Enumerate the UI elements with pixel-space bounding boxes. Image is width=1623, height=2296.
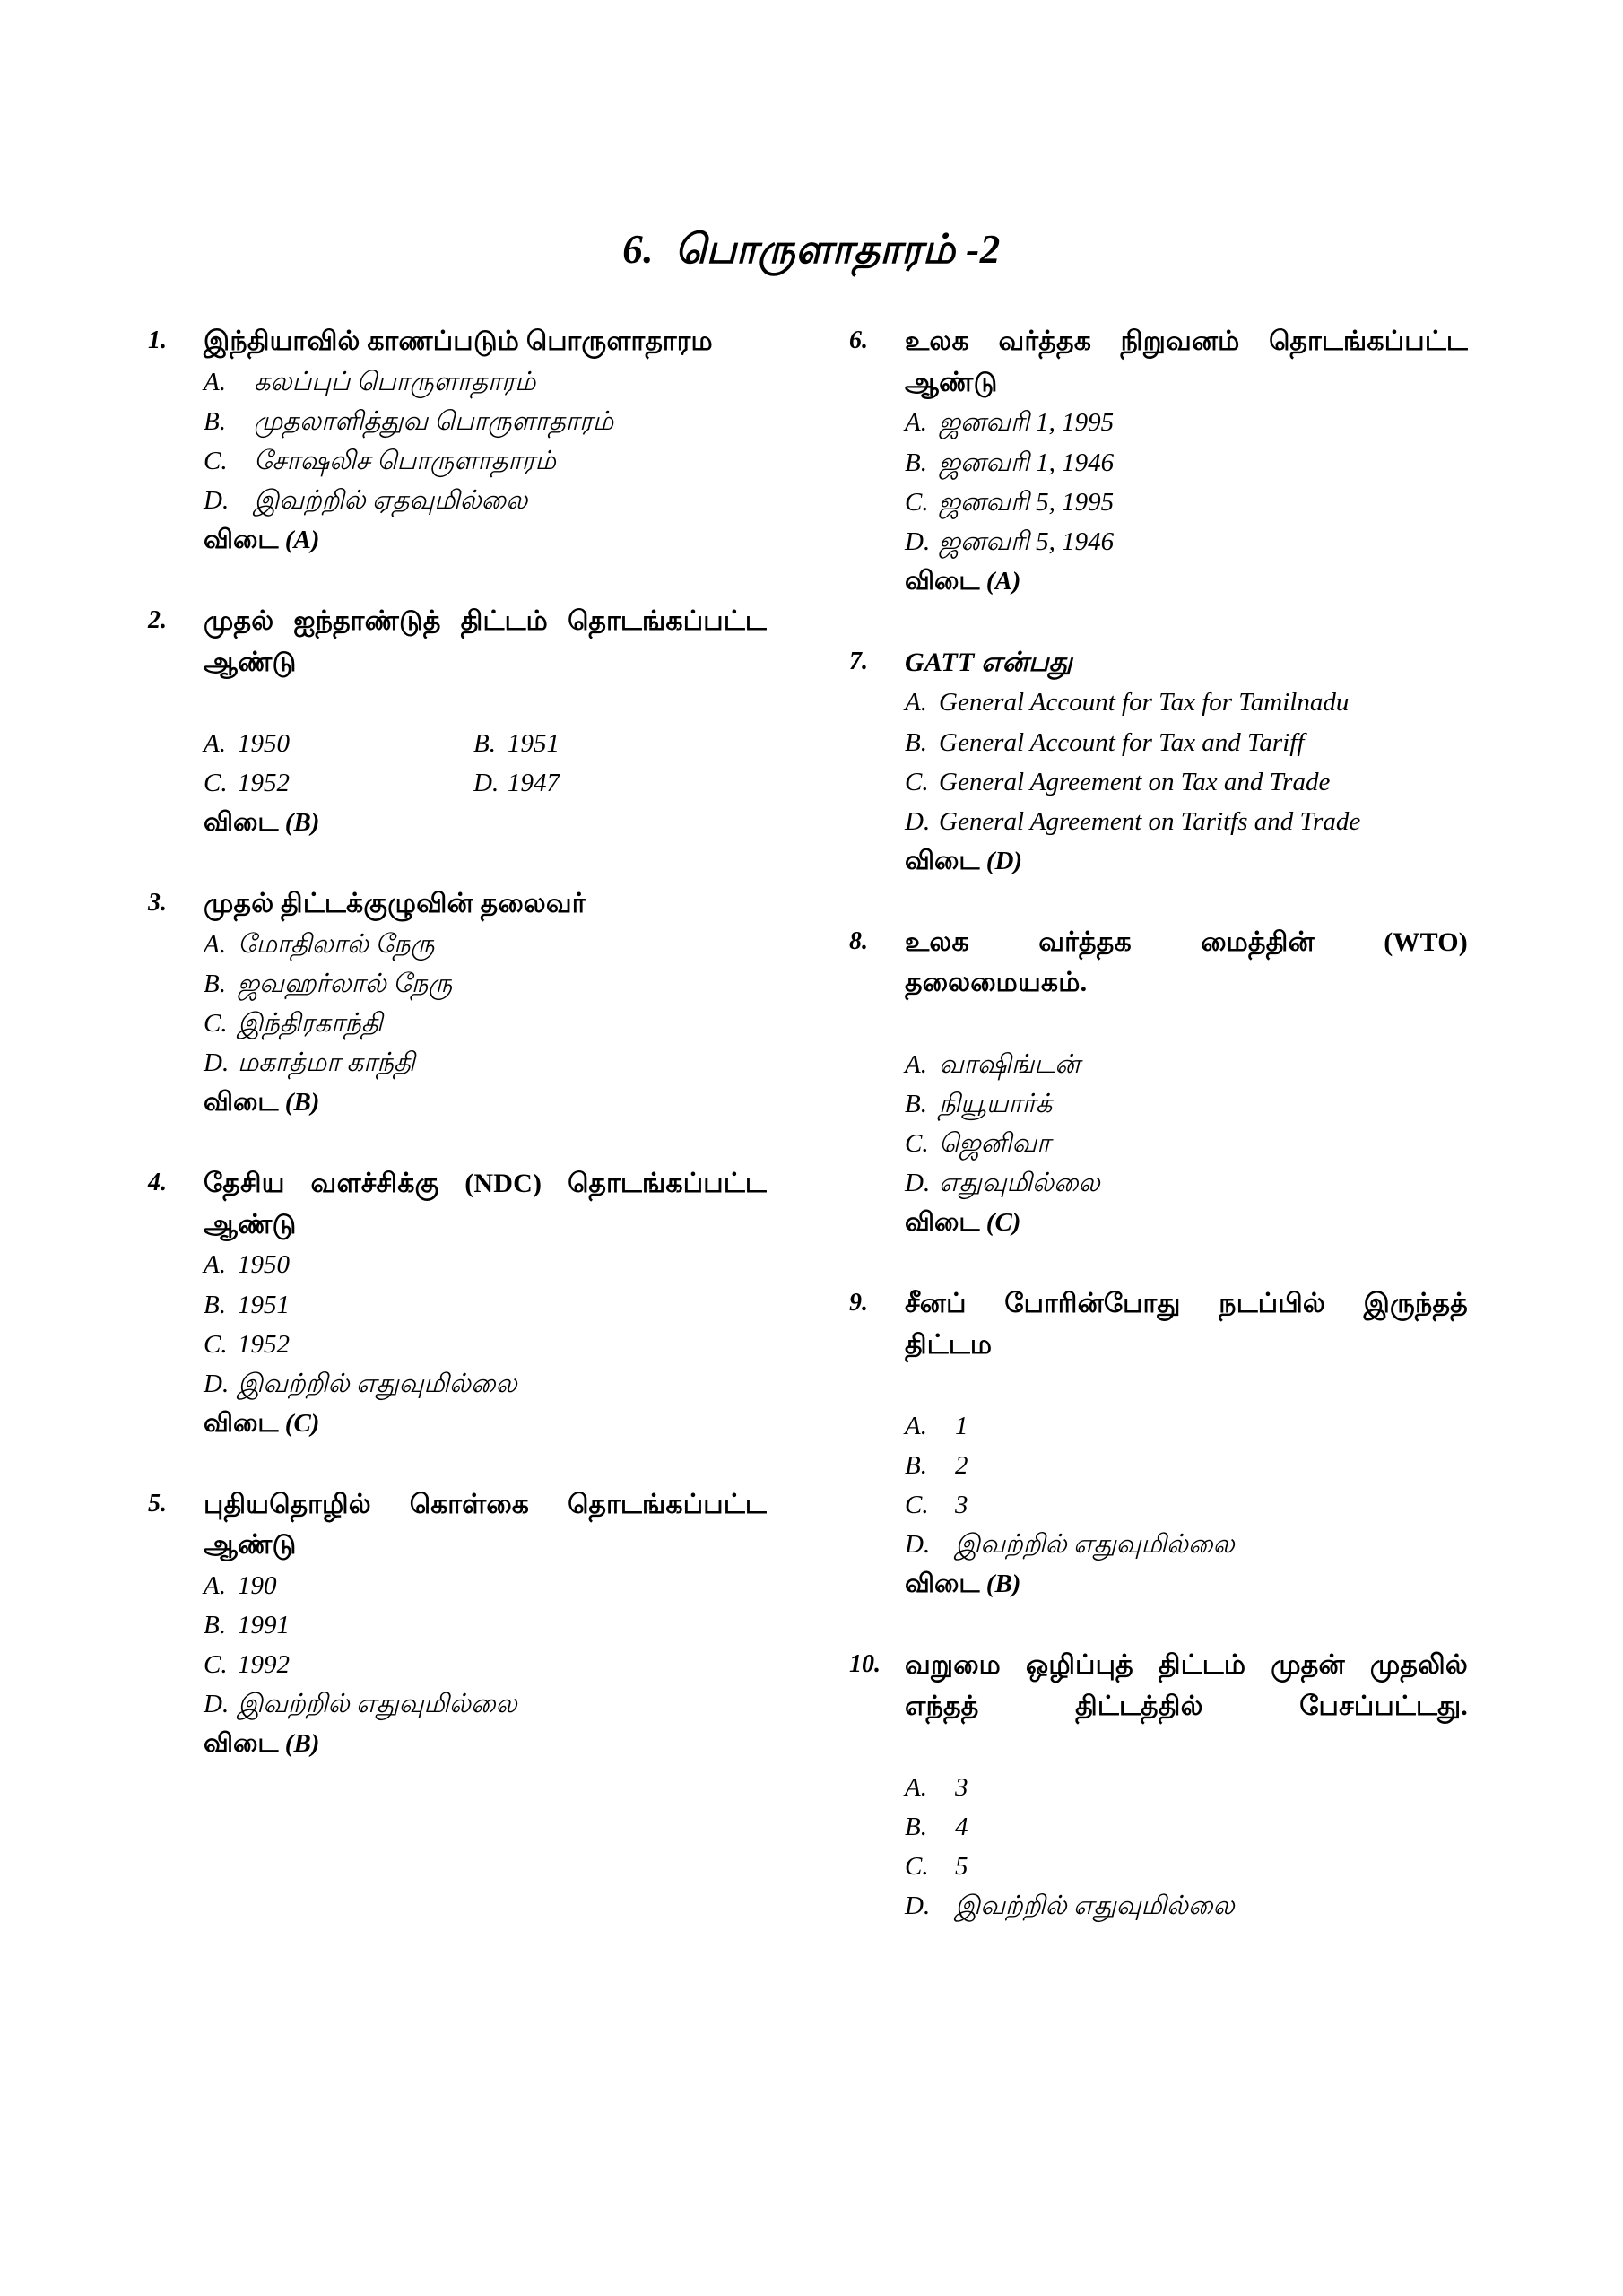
- answer-label: விடை: [204, 526, 285, 555]
- option-item[interactable]: [148, 1285, 767, 1325]
- option-text: General Agreement on Taritfs and Trade: [939, 806, 1361, 836]
- option-text: 1952: [238, 769, 290, 798]
- option-list: [849, 1045, 1468, 1203]
- option-text: 1991: [238, 1611, 290, 1640]
- option-label: A.: [204, 367, 226, 396]
- option-text: வாஷிங்டன்: [939, 1049, 1081, 1079]
- option-text: General Account for Tax for Tamilnadu: [939, 688, 1350, 718]
- option-label: B.: [204, 406, 226, 436]
- option-item[interactable]: [148, 1566, 767, 1605]
- question-header: [849, 922, 1468, 1045]
- option-label: B.: [905, 1813, 927, 1842]
- option-text: 1951: [238, 1290, 290, 1319]
- option-label: C.: [905, 1490, 929, 1519]
- option-text: இவற்றில் எதுவுமில்லை: [238, 1690, 517, 1719]
- option-list: [849, 403, 1468, 561]
- answer-key: (D): [985, 846, 1023, 875]
- question-block: [148, 1163, 767, 1443]
- question-number: 3.: [148, 889, 167, 918]
- question-number: 8.: [849, 926, 868, 955]
- option-item[interactable]: [849, 1163, 1468, 1203]
- question-block: [148, 1484, 767, 1764]
- option-item[interactable]: [849, 1406, 1468, 1446]
- option-item[interactable]: [148, 1605, 767, 1645]
- answer-key: (C): [985, 1207, 1021, 1237]
- option-item[interactable]: [849, 1045, 1468, 1084]
- answer-line: [849, 841, 1468, 881]
- option-label: A.: [905, 408, 927, 438]
- answer-label: விடை: [204, 1729, 285, 1759]
- option-text: இவற்றில் எதுவுமில்லை: [955, 1530, 1235, 1559]
- question-text: இந்தியாவில் காணப்படும் பொருளாதாரம: [204, 326, 713, 357]
- question-header: [148, 883, 767, 925]
- option-label: D.: [204, 1369, 230, 1398]
- option-text: 1950: [238, 729, 290, 759]
- option-text: 1: [955, 1411, 968, 1440]
- question-text: புதியதொழில் கொள்கை தொடங்கப்பட்ட ஆண்டு: [204, 1489, 767, 1561]
- option-item[interactable]: [849, 723, 1468, 762]
- option-item[interactable]: [148, 964, 767, 1004]
- question-text: GATT என்பது: [905, 647, 1072, 677]
- option-label: C.: [905, 487, 929, 517]
- option-label: C.: [204, 1650, 228, 1680]
- option-text: ஜெனிவா: [939, 1128, 1051, 1158]
- option-label: D.: [204, 1690, 230, 1719]
- option-label: C.: [204, 769, 228, 798]
- option-text: நியூயார்க்: [939, 1089, 1053, 1118]
- option-label: C.: [905, 1128, 929, 1158]
- option-label: D.: [905, 526, 931, 556]
- option-text: ஜனவரி 1, 1995: [939, 408, 1115, 438]
- question-number: 1.: [148, 326, 167, 355]
- question-header: [849, 321, 1468, 403]
- question-number: 5.: [148, 1489, 167, 1518]
- option-item[interactable]: [148, 1364, 767, 1404]
- question-text: வறுமை ஒழிப்புத் திட்டம் முதன் முதலில் எந்தத் திட்டத்தில் பேசப்பட்டது.: [905, 1650, 1468, 1721]
- two-column-layout: [148, 321, 1475, 1967]
- option-item[interactable]: [148, 1684, 767, 1724]
- answer-label: விடை: [905, 1207, 986, 1237]
- option-item[interactable]: [148, 441, 767, 481]
- option-item[interactable]: [849, 762, 1468, 802]
- option-text: ஜனவரி 1, 1946: [939, 448, 1115, 477]
- option-text: 2: [955, 1450, 968, 1480]
- option-text: 1952: [238, 1329, 290, 1359]
- option-item[interactable]: [849, 802, 1468, 841]
- option-label: A.: [905, 1049, 927, 1079]
- answer-key: (A): [284, 526, 320, 555]
- option-item[interactable]: [849, 1768, 1468, 1807]
- option-item[interactable]: [849, 1124, 1468, 1163]
- option-text: கலப்புப் பொருளாதாரம்: [254, 367, 536, 396]
- option-label: B.: [204, 1290, 226, 1319]
- question-block: [849, 1283, 1468, 1604]
- option-text: எதுவுமில்லை: [939, 1168, 1100, 1197]
- option-item[interactable]: [849, 522, 1468, 561]
- option-text: ஜனவரி 5, 1946: [939, 526, 1115, 556]
- option-label: C.: [204, 447, 228, 475]
- option-label: C.: [905, 1852, 929, 1882]
- option-label: B.: [204, 1611, 226, 1640]
- option-list: [849, 683, 1468, 840]
- answer-line: [849, 1564, 1468, 1604]
- option-list: [849, 1768, 1468, 1926]
- option-text: General Agreement on Tax and Trade: [939, 767, 1331, 796]
- option-label: D.: [905, 806, 931, 836]
- option-item[interactable]: [849, 683, 1468, 722]
- option-list: [849, 1406, 1468, 1564]
- option-item[interactable]: [148, 1645, 767, 1684]
- option-list: [148, 925, 767, 1083]
- question-header: [148, 321, 767, 362]
- question-header: [849, 1283, 1468, 1406]
- option-label: D.: [905, 1892, 931, 1921]
- option-text: 1950: [238, 1250, 290, 1280]
- answer-key: (C): [284, 1408, 320, 1438]
- option-item[interactable]: [457, 763, 767, 803]
- answer-label: விடை: [204, 1408, 285, 1438]
- answer-key: (B): [284, 1088, 320, 1118]
- option-text: இவற்றில் ஏதவுமில்லை: [254, 486, 528, 516]
- option-text: இவற்றில் எதுவுமில்லை: [955, 1892, 1235, 1921]
- option-item[interactable]: [849, 443, 1468, 483]
- option-item[interactable]: [849, 1847, 1468, 1886]
- option-text: 1951: [508, 729, 560, 759]
- option-label: B.: [905, 1450, 927, 1480]
- option-text: 1947: [508, 769, 560, 798]
- answer-label: விடை: [905, 1570, 986, 1599]
- option-text: 3: [955, 1490, 968, 1519]
- option-item[interactable]: [849, 1084, 1468, 1124]
- option-list: [148, 1566, 767, 1724]
- question-header: [148, 1484, 767, 1566]
- option-item[interactable]: [849, 1886, 1468, 1926]
- option-label: B.: [905, 1089, 927, 1118]
- question-block: [849, 321, 1468, 601]
- question-block: [849, 922, 1468, 1242]
- option-text: இந்திரகாந்தி: [238, 1009, 383, 1038]
- answer-line: [148, 520, 767, 560]
- question-text: முதல் ஐந்தாண்டுத் திட்டம் தொடங்கப்பட்ட ஆண்டு: [204, 606, 767, 677]
- option-label: D.: [905, 1530, 931, 1559]
- option-list: [148, 724, 767, 803]
- answer-line: [148, 1724, 767, 1763]
- answer-line: [148, 1404, 767, 1443]
- option-text: மகாத்மா காந்தி: [238, 1048, 415, 1078]
- option-item[interactable]: [148, 1043, 767, 1083]
- option-label: A.: [905, 688, 927, 718]
- question-block: [849, 642, 1468, 881]
- question-number: 2.: [148, 606, 167, 635]
- option-label: D.: [473, 769, 499, 798]
- option-label: D.: [905, 1168, 931, 1197]
- option-item[interactable]: [148, 724, 457, 763]
- option-text: 5: [955, 1852, 968, 1882]
- right-column: [849, 321, 1468, 1967]
- option-list: [148, 362, 767, 520]
- option-label: A.: [204, 1571, 226, 1600]
- question-header: [148, 601, 767, 724]
- option-label: B.: [473, 729, 496, 759]
- option-label: C.: [204, 1009, 228, 1038]
- question-text: முதல் திட்டக்குழுவின் தலைவர்: [204, 889, 586, 919]
- answer-key: (A): [985, 566, 1021, 596]
- option-item[interactable]: [849, 1807, 1468, 1847]
- question-block: [849, 1645, 1468, 1926]
- question-text: உலக வர்த்தக நிறுவனம் தொடங்கப்பட்ட ஆண்டு: [905, 326, 1468, 397]
- option-text: ஜவஹர்லால் நேரு: [238, 969, 453, 998]
- option-item[interactable]: [148, 763, 457, 803]
- answer-label: விடை: [204, 808, 285, 838]
- question-block: [148, 883, 767, 1122]
- option-label: B.: [204, 969, 226, 998]
- answer-key: (B): [284, 808, 320, 838]
- option-text: சோஷலிச பொருளாதாரம்: [254, 447, 556, 475]
- option-item[interactable]: [849, 403, 1468, 442]
- option-text: 190: [238, 1571, 277, 1600]
- option-label: A.: [204, 729, 226, 759]
- option-label: A.: [204, 929, 226, 959]
- option-item[interactable]: [148, 362, 767, 402]
- question-text: சீனப் போரின்போது நடப்பில் இருந்தத் திட்டம: [905, 1288, 1468, 1360]
- answer-line: [849, 1203, 1468, 1242]
- option-item[interactable]: [148, 481, 767, 520]
- left-column: [148, 321, 767, 1805]
- option-text: 1992: [238, 1650, 290, 1680]
- option-label: D.: [204, 1048, 230, 1078]
- answer-key: (B): [284, 1729, 320, 1759]
- question-number: 9.: [849, 1288, 868, 1317]
- option-text: மோதிலால் நேரு: [238, 929, 435, 959]
- option-label: B.: [905, 448, 927, 477]
- option-item[interactable]: [849, 483, 1468, 522]
- option-text: ஜனவரி 5, 1995: [939, 487, 1115, 517]
- question-text: உலக வர்த்தக மைத்தின் (WTO) தலைமையகம்.: [905, 926, 1468, 998]
- option-text: General Account for Tax and Tariff: [939, 727, 1305, 757]
- option-text: முதலாளித்துவ பொருளாதாரம்: [254, 406, 614, 436]
- option-label: A.: [204, 1250, 226, 1280]
- answer-line: [849, 561, 1468, 601]
- question-number: 10.: [849, 1650, 881, 1679]
- option-label: C.: [204, 1329, 228, 1359]
- option-item[interactable]: [849, 1446, 1468, 1485]
- option-item[interactable]: [457, 724, 767, 763]
- option-label: C.: [905, 767, 929, 796]
- question-header: [849, 1645, 1468, 1768]
- option-item[interactable]: [148, 402, 767, 441]
- answer-line: [148, 1083, 767, 1122]
- answer-label: விடை: [905, 566, 986, 596]
- option-text: 4: [955, 1813, 968, 1842]
- option-text: இவற்றில் எதுவுமில்லை: [238, 1369, 517, 1398]
- question-number: 7.: [849, 647, 868, 675]
- answer-label: விடை: [204, 1088, 285, 1118]
- option-list: [148, 1245, 767, 1403]
- question-text: தேசிய வளச்சிக்கு (NDC) தொடங்கப்பட்ட ஆண்டு: [204, 1169, 767, 1239]
- question-block: [148, 321, 767, 560]
- answer-key: (B): [985, 1570, 1021, 1599]
- page-title: 6. பொருளாதாரம் -2: [622, 227, 1001, 272]
- option-item[interactable]: [849, 1485, 1468, 1525]
- option-label: D.: [204, 486, 230, 516]
- option-label: B.: [905, 727, 927, 757]
- option-label: A.: [905, 1411, 927, 1440]
- question-block: [148, 601, 767, 842]
- question-header: [849, 642, 1468, 683]
- question-number: 4.: [148, 1169, 167, 1197]
- option-item[interactable]: [148, 1004, 767, 1043]
- option-item[interactable]: [849, 1525, 1468, 1564]
- answer-label: விடை: [905, 846, 986, 875]
- answer-line: [148, 803, 767, 842]
- option-item[interactable]: [148, 1325, 767, 1364]
- option-label: A.: [905, 1772, 927, 1802]
- option-item[interactable]: [148, 1245, 767, 1284]
- option-item[interactable]: [148, 925, 767, 964]
- question-number: 6.: [849, 326, 868, 355]
- option-text: 3: [955, 1772, 968, 1802]
- question-header: [148, 1163, 767, 1245]
